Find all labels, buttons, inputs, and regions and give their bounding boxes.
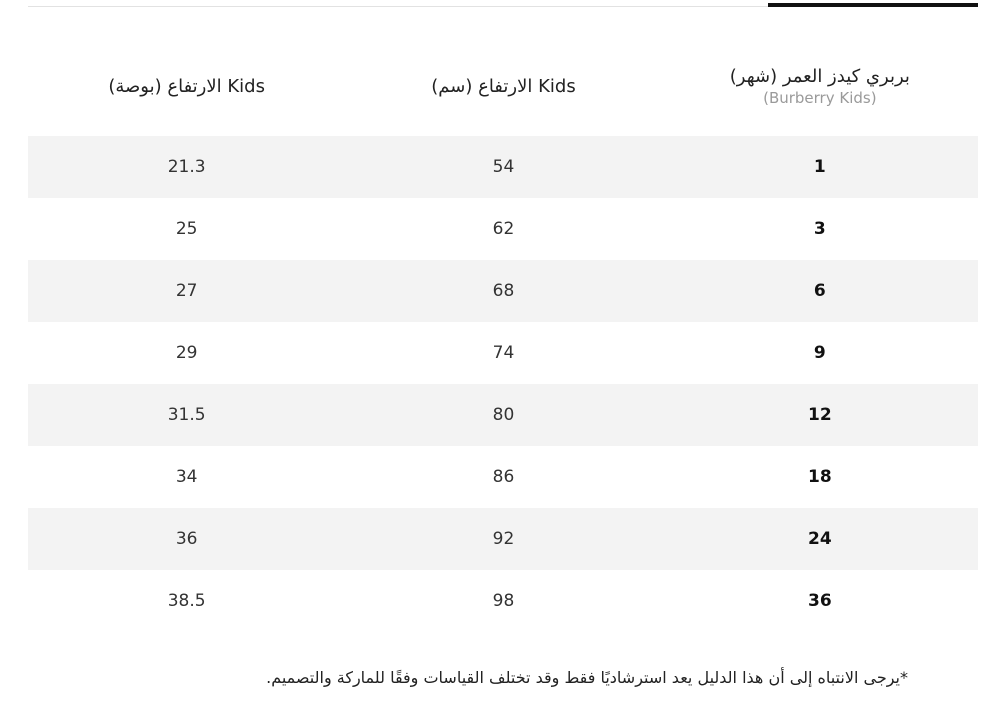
table-row (28, 322, 978, 384)
age-cell: 24 (662, 508, 978, 570)
height-cm-cell: 92 (345, 508, 661, 570)
height-cm-cell: 54 (345, 136, 661, 198)
age-cell: 18 (807, 467, 832, 487)
age-cell: 36 (807, 591, 832, 611)
column-header-age-subtitle: (Burberry Kids) (763, 88, 877, 107)
height-inch-cell: 27 (28, 260, 345, 322)
column-header-age (662, 36, 978, 136)
height-inch-cell: 31.5 (28, 384, 345, 446)
table-row (28, 136, 978, 198)
height-cm-cell: 80 (345, 384, 661, 446)
table-body (28, 136, 978, 632)
height-inch-cell: 29 (175, 343, 198, 363)
table-row (28, 260, 978, 322)
height-cm-cell: 62 (492, 219, 515, 239)
table-row (28, 508, 978, 570)
height-cm-cell: 74 (492, 343, 515, 363)
table-row (28, 570, 978, 632)
table-row (28, 198, 978, 260)
height-inch-cell: 38.5 (167, 591, 206, 611)
height-inch-cell: 25 (175, 219, 198, 239)
size-guide-table (28, 36, 978, 632)
height-cm-cell: 86 (492, 467, 515, 487)
age-cell: 1 (662, 136, 978, 198)
column-header-age-title: بربري كيدز العمر (شهر) (729, 65, 910, 87)
age-cell: 3 (813, 219, 826, 239)
height-inch-cell: 34 (175, 467, 198, 487)
age-cell: 6 (662, 260, 978, 322)
height-cm-cell: 98 (492, 591, 515, 611)
age-cell: 12 (662, 384, 978, 446)
table-row (28, 384, 978, 446)
table-row (28, 446, 978, 508)
height-inch-cell: 21.3 (28, 136, 345, 198)
table-header-row (28, 36, 978, 136)
column-header-height-inch: Kids الارتفاع (بوصة) (108, 75, 265, 97)
height-cm-cell: 68 (345, 260, 661, 322)
active-tab-indicator (768, 3, 978, 7)
age-cell: 9 (813, 343, 826, 363)
height-inch-cell: 36 (28, 508, 345, 570)
column-header-height-cm: Kids الارتفاع (سم) (431, 75, 576, 97)
disclaimer-footnote: *يرجى الانتباه إلى أن هذا الدليل يعد استرشاديًا فقط وقد تختلف القياسات وفقًا للماركة والتصميم. (266, 668, 908, 687)
